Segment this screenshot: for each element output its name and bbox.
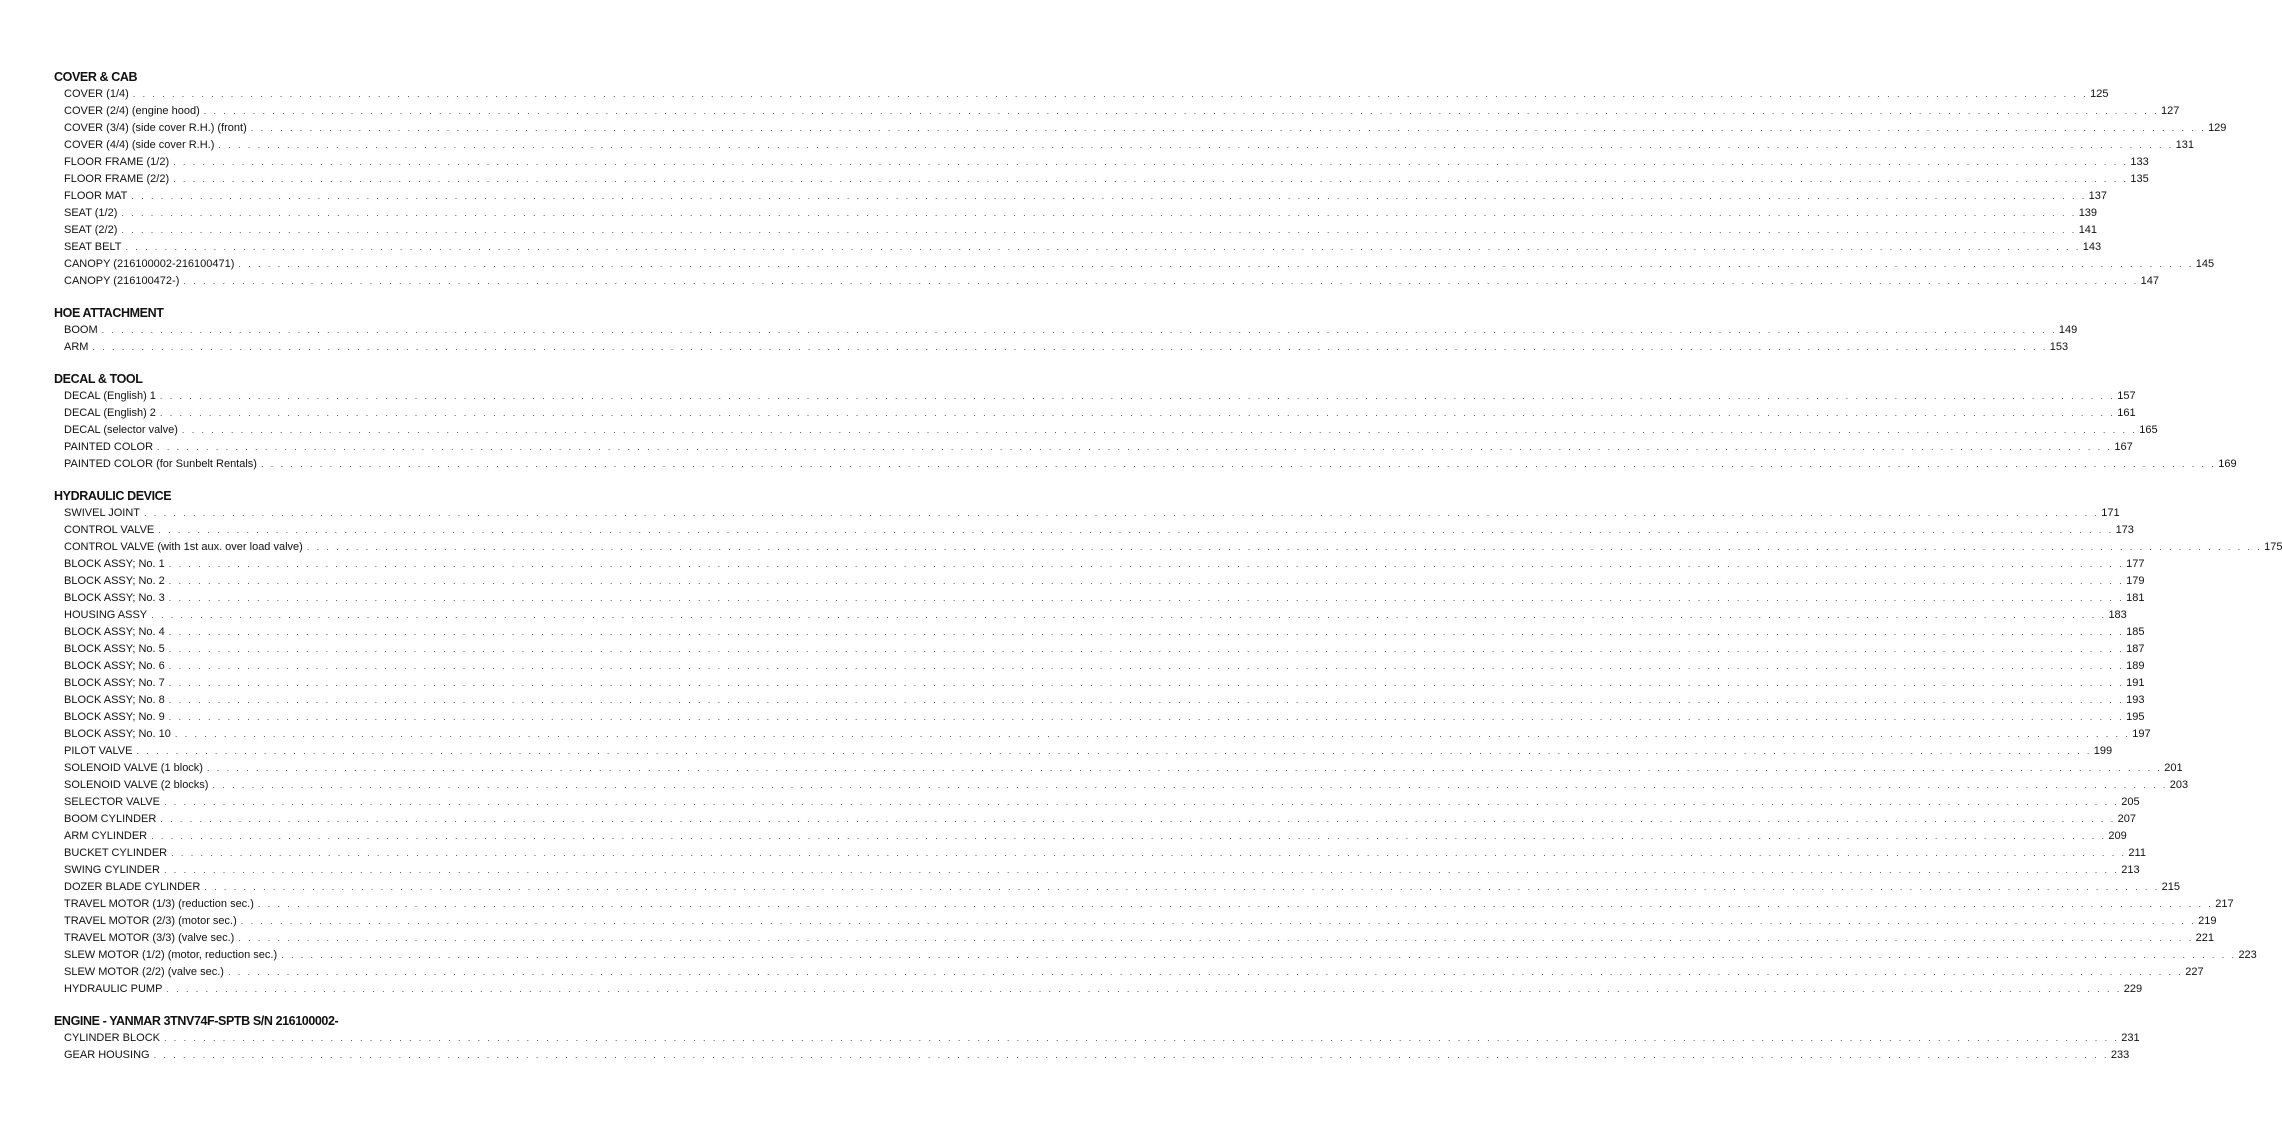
toc-entry-label: HOUSING ASSY [64,609,148,621]
toc-entry[interactable] [54,964,2204,981]
section-title: ENGINE - YANMAR 3TNV74F-SPTB S/N 216100002- [54,1014,339,1028]
toc-entry-label: COVER (4/4) (side cover R.H.) [64,139,215,151]
toc-section [54,488,2282,998]
toc-entry-label: BLOCK ASSY; No. 5 [64,643,165,655]
toc-entry-page-number: 181 [2126,592,2145,604]
toc-entry-label: SEAT BELT [64,241,122,253]
toc-entry-page-number: 209 [2108,830,2127,842]
toc-entry-page-number: 149 [2058,324,2078,336]
dot-leader: . . . . . . . . . . . . . . . . . . . . . . . . . . . . . . . . . . . . . . . . . . . . . . . . . . . . . . . . . . . . . . . . . . . . . . . . . . . . . . . . . . . . . . . . . . . . . . . . . . . . . . . . . . . . . . . . . . . . . . . . . . . . . . . . . . . . . . . . . . . . . . . . . . . . . . . . . . . . . . . . . . . . . . . . . . . . . . . . . . . . . . . . . . . . . . . . . . . . . . . . [131,191,2087,201]
toc-entry[interactable] [54,641,2145,658]
toc-entry-page-number: 167 [2114,441,2133,453]
dot-leader: . . . . . . . . . . . . . . . . . . . . . . . . . . . . . . . . . . . . . . . . . . . . . . . . . . . . . . . . . . . . . . . . . . . . . . . . . . . . . . . . . . . . . . . . . . . . . . . . . . . . . . . . . . . . . . . . . . . . . . . . . . . . . . . . . . . . . . . . . . . . . . . . . . . . . . . . . . . . . . . . . . . . . . . . . . . . . . . . . . . . . . . . . . . . . . . . . . . . . . . . [151,610,2107,620]
toc-entry[interactable] [54,828,2127,845]
toc-entry-label: DOZER BLADE CYLINDER [64,881,201,893]
dot-leader: . . . . . . . . . . . . . . . . . . . . . . . . . . . . . . . . . . . . . . . . . . . . . . . . . . . . . . . . . . . . . . . . . . . . . . . . . . . . . . . . . . . . . . . . . . . . . . . . . . . . . . . . . . . . . . . . . . . . . . . . . . . . . . . . . . . . . . . . . . . . . . . . . . . . . . . . . . . . . . . . . . . . . . . . . . . . . . . . . . . . . . . . . . . . . . . . . . . . . . . . [306,542,2263,552]
toc-entry-label: TRAVEL MOTOR (2/3) (motor sec.) [64,915,237,927]
toc-entry[interactable] [54,137,2195,154]
toc-entry[interactable] [54,120,2227,137]
dot-leader: . . . . . . . . . . . . . . . . . . . . . . . . . . . . . . . . . . . . . . . . . . . . . . . . . . . . . . . . . . . . . . . . . . . . . . . . . . . . . . . . . . . . . . . . . . . . . . . . . . . . . . . . . . . . . . . . . . . . . . . . . . . . . . . . . . . . . . . . . . . . . . . . . . . . . . . . . . . . . . . . . . . . . . . . . . . . . . . . . . . . . . . . . . . . . . . . . . . . . . . . [238,933,2194,943]
toc-entry[interactable] [54,607,2127,624]
toc-entry[interactable] [54,709,2145,726]
dot-leader: . . . . . . . . . . . . . . . . . . . . . . . . . . . . . . . . . . . . . . . . . . . . . . . . . . . . . . . . . . . . . . . . . . . . . . . . . . . . . . . . . . . . . . . . . . . . . . . . . . . . . . . . . . . . . . . . . . . . . . . . . . . . . . . . . . . . . . . . . . . . . . . . . . . . . . . . . . . . . . . . . . . . . . . . . . . . . . . . . . . . . . . . . . . . . . . . . . . . . . . . [173,157,2129,167]
dot-leader: . . . . . . . . . . . . . . . . . . . . . . . . . . . . . . . . . . . . . . . . . . . . . . . . . . . . . . . . . . . . . . . . . . . . . . . . . . . . . . . . . . . . . . . . . . . . . . . . . . . . . . . . . . . . . . . . . . . . . . . . . . . . . . . . . . . . . . . . . . . . . . . . . . . . . . . . . . . . . . . . . . . . . . . . . . . . . . . . . . . . . . . . . . . . . . . . . . . . . . . . [121,225,2077,235]
toc-entry[interactable] [54,726,2151,743]
dot-leader: . . . . . . . . . . . . . . . . . . . . . . . . . . . . . . . . . . . . . . . . . . . . . . . . . . . . . . . . . . . . . . . . . . . . . . . . . . . . . . . . . . . . . . . . . . . . . . . . . . . . . . . . . . . . . . . . . . . . . . . . . . . . . . . . . . . . . . . . . . . . . . . . . . . . . . . . . . . . . . . . . . . . . . . . . . . . . . . . . . . . . . . . . . . . . . . . . . . . . . . . [158,525,2114,535]
toc-entry-label: BLOCK ASSY; No. 2 [64,575,165,587]
toc-entry-label: SLEW MOTOR (1/2) (motor, reduction sec.) [64,949,278,961]
toc-entry-label: SOLENOID VALVE (1 block) [64,762,203,774]
dot-leader: . . . . . . . . . . . . . . . . . . . . . . . . . . . . . . . . . . . . . . . . . . . . . . . . . . . . . . . . . . . . . . . . . . . . . . . . . . . . . . . . . . . . . . . . . . . . . . . . . . . . . . . . . . . . . . . . . . . . . . . . . . . . . . . . . . . . . . . . . . . . . . . . . . . . . . . . . . . . . . . . . . . . . . . . . . . . . . . . . . . . . . . . . . . . . . . . . . . . . . . . [227,967,2184,977]
dot-leader: . . . . . . . . . . . . . . . . . . . . . . . . . . . . . . . . . . . . . . . . . . . . . . . . . . . . . . . . . . . . . . . . . . . . . . . . . . . . . . . . . . . . . . . . . . . . . . . . . . . . . . . . . . . . . . . . . . . . . . . . . . . . . . . . . . . . . . . . . . . . . . . . . . . . . . . . . . . . . . . . . . . . . . . . . . . . . . . . . . . . . . . . . . . . . . . . . . . . . . . . [218,140,2174,150]
dot-leader: . . . . . . . . . . . . . . . . . . . . . . . . . . . . . . . . . . . . . . . . . . . . . . . . . . . . . . . . . . . . . . . . . . . . . . . . . . . . . . . . . . . . . . . . . . . . . . . . . . . . . . . . . . . . . . . . . . . . . . . . . . . . . . . . . . . . . . . . . . . . . . . . . . . . . . . . . . . . . . . . . . . . . . . . . . . . . . . . . . . . . . . . . . . . . . . . . . . . . . . . [166,984,2122,994]
toc-entry-label: SLEW MOTOR (2/2) (valve sec.) [64,966,224,978]
dot-leader: . . . . . . . . . . . . . . . . . . . . . . . . . . . . . . . . . . . . . . . . . . . . . . . . . . . . . . . . . . . . . . . . . . . . . . . . . . . . . . . . . . . . . . . . . . . . . . . . . . . . . . . . . . . . . . . . . . . . . . . . . . . . . . . . . . . . . . . . . . . . . . . . . . . . . . . . . . . . . . . . . . . . . . . . . . . . . . . . . . . . . . . . . . . . . . . . . . . . . . . . [168,576,2125,586]
toc-entry-page-number: 211 [2128,847,2146,859]
toc-entry[interactable] [54,86,2109,103]
toc-entry-label: ARM CYLINDER [64,830,148,842]
toc-entry-page-number: 129 [2208,122,2227,134]
toc-entry[interactable] [54,388,2136,405]
toc-entry-label: BLOCK ASSY; No. 9 [64,711,165,723]
toc-entry-page-number: 145 [2195,258,2215,270]
toc-entry[interactable] [54,760,2183,777]
toc-entry-label: SEAT (2/2) [64,224,118,236]
toc-entry-label: SWING CYLINDER [64,864,160,876]
toc-entry-page-number: 141 [2078,224,2098,236]
toc-entry-label: BLOCK ASSY; No. 1 [64,558,165,570]
toc-entry-label: SWIVEL JOINT [64,507,140,519]
toc-entry[interactable] [54,590,2145,607]
toc-entry-page-number: 169 [2218,458,2237,470]
toc-entry-label: CONTROL VALVE (with 1st aux. over load valve) [64,541,303,553]
toc-entry-page-number: 135 [2130,173,2149,185]
toc-entry-label: CYLINDER BLOCK [64,1032,160,1044]
toc-entry-page-number: 199 [2093,745,2113,757]
toc-entry-page-number: 191 [2126,677,2145,689]
toc-entry-page-number: 173 [2115,524,2134,536]
toc-entry-page-number: 189 [2126,660,2145,672]
dot-leader: . . . . . . . . . . . . . . . . . . . . . . . . . . . . . . . . . . . . . . . . . . . . . . . . . . . . . . . . . . . . . . . . . . . . . . . . . . . . . . . . . . . . . . . . . . . . . . . . . . . . . . . . . . . . . . . . . . . . . . . . . . . . . . . . . . . . . . . . . . . . . . . . . . . . . . . . . . . . . . . . . . . . . . . . . . . . . . . . . . . . . . . . . . . . . . . . . . . . . . . . [159,408,2116,418]
toc-entry[interactable] [54,339,2069,356]
toc-entry[interactable] [54,505,2120,522]
toc-entry-label: COVER (3/4) (side cover R.H.) (front) [64,122,247,134]
toc-entry[interactable] [54,422,2158,439]
toc-entry-label: ARM [64,341,89,353]
toc-entry-page-number: 217 [2215,898,2234,910]
toc-entry-page-number: 131 [2175,139,2195,151]
toc-entry-page-number: 139 [2078,207,2098,219]
section-title: DECAL & TOOL [54,372,143,386]
dot-leader: . . . . . . . . . . . . . . . . . . . . . . . . . . . . . . . . . . . . . . . . . . . . . . . . . . . . . . . . . . . . . . . . . . . . . . . . . . . . . . . . . . . . . . . . . . . . . . . . . . . . . . . . . . . . . . . . . . . . . . . . . . . . . . . . . . . . . . . . . . . . . . . . . . . . . . . . . . . . . . . . . . . . . . . . . . . . . . . . . . . . . . . . . . . . . . . . . . . . . . . . [203,106,2160,116]
toc-entry-page-number: 177 [2126,558,2145,570]
toc-entry-page-number: 221 [2195,932,2214,944]
toc-entry-page-number: 195 [2126,711,2145,723]
toc-entry-label: SEAT (1/2) [64,207,118,219]
dot-leader: . . . . . . . . . . . . . . . . . . . . . . . . . . . . . . . . . . . . . . . . . . . . . . . . . . . . . . . . . . . . . . . . . . . . . . . . . . . . . . . . . . . . . . . . . . . . . . . . . . . . . . . . . . . . . . . . . . . . . . . . . . . . . . . . . . . . . . . . . . . . . . . . . . . . . . . . . . . . . . . . . . . . . . . . . . . . . . . . . . . . . . . . . . . . . . . . . . . . . . . . [163,797,2120,807]
toc-entry[interactable] [54,981,2143,998]
dot-leader: . . . . . . . . . . . . . . . . . . . . . . . . . . . . . . . . . . . . . . . . . . . . . . . . . . . . . . . . . . . . . . . . . . . . . . . . . . . . . . . . . . . . . . . . . . . . . . . . . . . . . . . . . . . . . . . . . . . . . . . . . . . . . . . . . . . . . . . . . . . . . . . . . . . . . . . . . . . . . . . . . . . . . . . . . . . . . . . . . . . . . . . . . . . . . . . . . . . . . . . . [163,865,2120,875]
toc-entry-page-number: 165 [2139,424,2158,436]
dot-leader: . . . . . . . . . . . . . . . . . . . . . . . . . . . . . . . . . . . . . . . . . . . . . . . . . . . . . . . . . . . . . . . . . . . . . . . . . . . . . . . . . . . . . . . . . . . . . . . . . . . . . . . . . . . . . . . . . . . . . . . . . . . . . . . . . . . . . . . . . . . . . . . . . . . . . . . . . . . . . . . . . . . . . . . . . . . . . . . . . . . . . . . . . . . . . . . . . . . . . . . . [160,814,2116,824]
toc-entry-label: PAINTED COLOR (for Sunbelt Rentals) [64,458,257,470]
toc-entry-page-number: 187 [2126,643,2145,655]
toc-entry-label: CANOPY (216100002-216100471) [64,258,235,270]
toc-entry-page-number: 185 [2126,626,2145,638]
toc-entry[interactable] [54,188,2108,205]
toc-entry[interactable] [54,624,2145,641]
toc-entry-label: BLOCK ASSY; No. 4 [64,626,165,638]
toc-entry[interactable] [54,556,2145,573]
dot-leader: . . . . . . . . . . . . . . . . . . . . . . . . . . . . . . . . . . . . . . . . . . . . . . . . . . . . . . . . . . . . . . . . . . . . . . . . . . . . . . . . . . . . . . . . . . . . . . . . . . . . . . . . . . . . . . . . . . . . . . . . . . . . . . . . . . . . . . . . . . . . . . . . . . . . . . . . . . . . . . . . . . . . . . . . . . . . . . . . . . . . . . . . . . . . . . . . . . . . . . . . [204,882,2160,892]
dot-leader: . . . . . . . . . . . . . . . . . . . . . . . . . . . . . . . . . . . . . . . . . . . . . . . . . . . . . . . . . . . . . . . . . . . . . . . . . . . . . . . . . . . . . . . . . . . . . . . . . . . . . . . . . . . . . . . . . . . . . . . . . . . . . . . . . . . . . . . . . . . . . . . . . . . . . . . . . . . . . . . . . . . . . . . . . . . . . . . . . . . . . . . . . . . . . . . . . . . . . . . . [101,325,2057,335]
toc-entry-label: CANOPY (216100472-) [64,275,180,287]
toc-entry[interactable] [54,675,2145,692]
toc-entry-page-number: 205 [2121,796,2140,808]
toc-entry-page-number: 201 [2164,762,2183,774]
toc-entry-label: TRAVEL MOTOR (3/3) (valve sec.) [64,932,235,944]
dot-leader: . . . . . . . . . . . . . . . . . . . . . . . . . . . . . . . . . . . . . . . . . . . . . . . . . . . . . . . . . . . . . . . . . . . . . . . . . . . . . . . . . . . . . . . . . . . . . . . . . . . . . . . . . . . . . . . . . . . . . . . . . . . . . . . . . . . . . . . . . . . . . . . . . . . . . . . . . . . . . . . . . . . . . . . . . . . . . . . . . . . . . . . . . . . . . . . . . . . . . . . . [171,848,2127,858]
dot-leader: . . . . . . . . . . . . . . . . . . . . . . . . . . . . . . . . . . . . . . . . . . . . . . . . . . . . . . . . . . . . . . . . . . . . . . . . . . . . . . . . . . . . . . . . . . . . . . . . . . . . . . . . . . . . . . . . . . . . . . . . . . . . . . . . . . . . . . . . . . . . . . . . . . . . . . . . . . . . . . . . . . . . . . . . . . . . . . . . . . . . . . . . . . . . . . . . . . . . . . . . [163,1033,2120,1043]
section-title: COVER & CAB [54,70,138,84]
dot-leader: . . . . . . . . . . . . . . . . . . . . . . . . . . . . . . . . . . . . . . . . . . . . . . . . . . . . . . . . . . . . . . . . . . . . . . . . . . . . . . . . . . . . . . . . . . . . . . . . . . . . . . . . . . . . . . . . . . . . . . . . . . . . . . . . . . . . . . . . . . . . . . . . . . . . . . . . . . . . . . . . . . . . . . . . . . . . . . . . . . . . . . . . . . . . . . . . . . . . . . . . [168,559,2125,569]
toc-entry-label: FLOOR FRAME (2/2) [64,173,170,185]
dot-leader: . . . . . . . . . . . . . . . . . . . . . . . . . . . . . . . . . . . . . . . . . . . . . . . . . . . . . . . . . . . . . . . . . . . . . . . . . . . . . . . . . . . . . . . . . . . . . . . . . . . . . . . . . . . . . . . . . . . . . . . . . . . . . . . . . . . . . . . . . . . . . . . . . . . . . . . . . . . . . . . . . . . . . . . . . . . . . . . . . . . . . . . . . . . . . . . . . . . . . . . . [250,123,2207,133]
toc-entry-label: TRAVEL MOTOR (1/3) (reduction sec.) [64,898,254,910]
toc-entry-page-number: 233 [2110,1049,2130,1061]
table-of-contents [54,69,2282,1064]
toc-entry[interactable] [54,154,2149,171]
toc-entry[interactable] [54,103,2180,120]
section-title: HOE ATTACHMENT [54,306,164,320]
toc-entry-label: BOOM [64,324,98,336]
dot-leader: . . . . . . . . . . . . . . . . . . . . . . . . . . . . . . . . . . . . . . . . . . . . . . . . . . . . . . . . . . . . . . . . . . . . . . . . . . . . . . . . . . . . . . . . . . . . . . . . . . . . . . . . . . . . . . . . . . . . . . . . . . . . . . . . . . . . . . . . . . . . . . . . . . . . . . . . . . . . . . . . . . . . . . . . . . . . . . . . . . . . . . . . . . . . . . . . . . . . . . . . [125,242,2081,252]
toc-entry-page-number: 127 [2161,105,2180,117]
toc-entry[interactable] [54,743,2113,760]
dot-leader: . . . . . . . . . . . . . . . . . . . . . . . . . . . . . . . . . . . . . . . . . . . . . . . . . . . . . . . . . . . . . . . . . . . . . . . . . . . . . . . . . . . . . . . . . . . . . . . . . . . . . . . . . . . . . . . . . . . . . . . . . . . . . . . . . . . . . . . . . . . . . . . . . . . . . . . . . . . . . . . . . . . . . . . . . . . . . . . . . . . . . . . . . . . . . . . . . . . . . . . . [144,508,2100,518]
dot-leader: . . . . . . . . . . . . . . . . . . . . . . . . . . . . . . . . . . . . . . . . . . . . . . . . . . . . . . . . . . . . . . . . . . . . . . . . . . . . . . . . . . . . . . . . . . . . . . . . . . . . . . . . . . . . . . . . . . . . . . . . . . . . . . . . . . . . . . . . . . . . . . . . . . . . . . . . . . . . . . . . . . . . . . . . . . . . . . . . . . . . . . . . . . . . . . . . . . . . . . . . [257,899,2214,909]
toc-entry-page-number: 125 [2090,88,2109,100]
dot-leader: . . . . . . . . . . . . . . . . . . . . . . . . . . . . . . . . . . . . . . . . . . . . . . . . . . . . . . . . . . . . . . . . . . . . . . . . . . . . . . . . . . . . . . . . . . . . . . . . . . . . . . . . . . . . . . . . . . . . . . . . . . . . . . . . . . . . . . . . . . . . . . . . . . . . . . . . . . . . . . . . . . . . . . . . . . . . . . . . . . . . . . . . . . . . . . . . . . . . . . . . [168,678,2125,688]
toc-entry-page-number: 229 [2123,983,2143,995]
dot-leader: . . . . . . . . . . . . . . . . . . . . . . . . . . . . . . . . . . . . . . . . . . . . . . . . . . . . . . . . . . . . . . . . . . . . . . . . . . . . . . . . . . . . . . . . . . . . . . . . . . . . . . . . . . . . . . . . . . . . . . . . . . . . . . . . . . . . . . . . . . . . . . . . . . . . . . . . . . . . . . . . . . . . . . . . . . . . . . . . . . . . . . . . . . . . . . . . . . . . . . . . [206,763,2163,773]
toc-section [54,305,2078,356]
toc-entry-page-number: 193 [2126,694,2145,706]
toc-entry-label: BUCKET CYLINDER [64,847,168,859]
toc-entry[interactable] [54,222,2098,239]
toc-entry-label: BOOM CYLINDER [64,813,157,825]
toc-entry-label: BLOCK ASSY; No. 6 [64,660,165,672]
toc-entry[interactable] [54,405,2136,422]
toc-entry-label: GEAR HOUSING [64,1049,150,1061]
toc-entry[interactable] [54,896,2234,913]
toc-entry[interactable] [54,879,2180,896]
dot-leader: . . . . . . . . . . . . . . . . . . . . . . . . . . . . . . . . . . . . . . . . . . . . . . . . . . . . . . . . . . . . . . . . . . . . . . . . . . . . . . . . . . . . . . . . . . . . . . . . . . . . . . . . . . . . . . . . . . . . . . . . . . . . . . . . . . . . . . . . . . . . . . . . . . . . . . . . . . . . . . . . . . . . . . . . . . . . . . . . . . . . . . . . . . . . . . . . . . . . . . . . [136,746,2092,756]
toc-entry-page-number: 215 [2161,881,2180,893]
toc-entry[interactable] [54,811,2136,828]
dot-leader: . . . . . . . . . . . . . . . . . . . . . . . . . . . . . . . . . . . . . . . . . . . . . . . . . . . . . . . . . . . . . . . . . . . . . . . . . . . . . . . . . . . . . . . . . . . . . . . . . . . . . . . . . . . . . . . . . . . . . . . . . . . . . . . . . . . . . . . . . . . . . . . . . . . . . . . . . . . . . . . . . . . . . . . . . . . . . . . . . . . . . . . . . . . . . . . . . . . . . . . . [181,425,2138,435]
toc-entry[interactable] [54,439,2133,456]
toc-entry-page-number: 179 [2126,575,2145,587]
toc-section [54,1013,2140,1064]
toc-entry-label: FLOOR FRAME (1/2) [64,156,170,168]
toc-entry[interactable] [54,794,2140,811]
toc-entry-page-number: 153 [2049,341,2069,353]
toc-section [54,69,2227,290]
toc-entry-label: FLOOR MAT [64,190,128,202]
toc-entry[interactable] [54,930,2214,947]
toc-entry[interactable] [54,862,2140,879]
dot-leader: . . . . . . . . . . . . . . . . . . . . . . . . . . . . . . . . . . . . . . . . . . . . . . . . . . . . . . . . . . . . . . . . . . . . . . . . . . . . . . . . . . . . . . . . . . . . . . . . . . . . . . . . . . . . . . . . . . . . . . . . . . . . . . . . . . . . . . . . . . . . . . . . . . . . . . . . . . . . . . . . . . . . . . . . . . . . . . . . . . . . . . . . . . . . . . . . . . . . . . . . [240,916,2197,926]
toc-entry[interactable] [54,573,2145,590]
toc-entry-label: SOLENOID VALVE (2 blocks) [64,779,209,791]
dot-leader: . . . . . . . . . . . . . . . . . . . . . . . . . . . . . . . . . . . . . . . . . . . . . . . . . . . . . . . . . . . . . . . . . . . . . . . . . . . . . . . . . . . . . . . . . . . . . . . . . . . . . . . . . . . . . . . . . . . . . . . . . . . . . . . . . . . . . . . . . . . . . . . . . . . . . . . . . . . . . . . . . . . . . . . . . . . . . . . . . . . . . . . . . . . . . . . . . . . . . . . . [168,593,2125,603]
toc-entry-page-number: 171 [2101,507,2120,519]
toc-entry[interactable] [54,205,2098,222]
toc-section [54,371,2237,473]
toc-entry[interactable] [54,456,2237,473]
dot-leader: . . . . . . . . . . . . . . . . . . . . . . . . . . . . . . . . . . . . . . . . . . . . . . . . . . . . . . . . . . . . . . . . . . . . . . . . . . . . . . . . . . . . . . . . . . . . . . . . . . . . . . . . . . . . . . . . . . . . . . . . . . . . . . . . . . . . . . . . . . . . . . . . . . . . . . . . . . . . . . . . . . . . . . . . . . . . . . . . . . . . . . . . . . . . . . . . . . . . . . . . [157,442,2113,452]
dot-leader: . . . . . . . . . . . . . . . . . . . . . . . . . . . . . . . . . . . . . . . . . . . . . . . . . . . . . . . . . . . . . . . . . . . . . . . . . . . . . . . . . . . . . . . . . . . . . . . . . . . . . . . . . . . . . . . . . . . . . . . . . . . . . . . . . . . . . . . . . . . . . . . . . . . . . . . . . . . . . . . . . . . . . . . . . . . . . . . . . . . . . . . . . . . . . . . . . . . . . . . . [281,950,2237,960]
dot-leader: . . . . . . . . . . . . . . . . . . . . . . . . . . . . . . . . . . . . . . . . . . . . . . . . . . . . . . . . . . . . . . . . . . . . . . . . . . . . . . . . . . . . . . . . . . . . . . . . . . . . . . . . . . . . . . . . . . . . . . . . . . . . . . . . . . . . . . . . . . . . . . . . . . . . . . . . . . . . . . . . . . . . . . . . . . . . . . . . . . . . . . . . . . . . . . . . . . . . . . . . [132,89,2089,99]
dot-leader: . . . . . . . . . . . . . . . . . . . . . . . . . . . . . . . . . . . . . . . . . . . . . . . . . . . . . . . . . . . . . . . . . . . . . . . . . . . . . . . . . . . . . . . . . . . . . . . . . . . . . . . . . . . . . . . . . . . . . . . . . . . . . . . . . . . . . . . . . . . . . . . . . . . . . . . . . . . . . . . . . . . . . . . . . . . . . . . . . . . . . . . . . . . . . . . . . . . . . . . . [168,644,2125,654]
toc-entry-page-number: 227 [2185,966,2204,978]
toc-entry-label: CONTROL VALVE [64,524,155,536]
toc-entry-label: COVER (1/4) [64,88,129,100]
toc-entry-page-number: 137 [2088,190,2108,202]
toc-entry-page-number: 231 [2121,1032,2140,1044]
toc-entry[interactable] [54,1047,2130,1064]
dot-leader: . . . . . . . . . . . . . . . . . . . . . . . . . . . . . . . . . . . . . . . . . . . . . . . . . . . . . . . . . . . . . . . . . . . . . . . . . . . . . . . . . . . . . . . . . . . . . . . . . . . . . . . . . . . . . . . . . . . . . . . . . . . . . . . . . . . . . . . . . . . . . . . . . . . . . . . . . . . . . . . . . . . . . . . . . . . . . . . . . . . . . . . . . . . . . . . . . . . . . . . . [173,174,2129,184]
section-title: HYDRAULIC DEVICE [54,489,172,503]
dot-leader: . . . . . . . . . . . . . . . . . . . . . . . . . . . . . . . . . . . . . . . . . . . . . . . . . . . . . . . . . . . . . . . . . . . . . . . . . . . . . . . . . . . . . . . . . . . . . . . . . . . . . . . . . . . . . . . . . . . . . . . . . . . . . . . . . . . . . . . . . . . . . . . . . . . . . . . . . . . . . . . . . . . . . . . . . . . . . . . . . . . . . . . . . . . . . . . . . . . . . . . . [151,831,2107,841]
toc-entry-page-number: 203 [2169,779,2189,791]
dot-leader: . . . . . . . . . . . . . . . . . . . . . . . . . . . . . . . . . . . . . . . . . . . . . . . . . . . . . . . . . . . . . . . . . . . . . . . . . . . . . . . . . . . . . . . . . . . . . . . . . . . . . . . . . . . . . . . . . . . . . . . . . . . . . . . . . . . . . . . . . . . . . . . . . . . . . . . . . . . . . . . . . . . . . . . . . . . . . . . . . . . . . . . . . . . . . . . . . . . . . . . . [174,729,2131,739]
dot-leader: . . . . . . . . . . . . . . . . . . . . . . . . . . . . . . . . . . . . . . . . . . . . . . . . . . . . . . . . . . . . . . . . . . . . . . . . . . . . . . . . . . . . . . . . . . . . . . . . . . . . . . . . . . . . . . . . . . . . . . . . . . . . . . . . . . . . . . . . . . . . . . . . . . . . . . . . . . . . . . . . . . . . . . . . . . . . . . . . . . . . . . . . . . . . . . . . . . . . . . . . [168,661,2125,671]
toc-entry-page-number: 161 [2117,407,2136,419]
toc-entry-page-number: 223 [2238,949,2257,961]
dot-leader: . . . . . . . . . . . . . . . . . . . . . . . . . . . . . . . . . . . . . . . . . . . . . . . . . . . . . . . . . . . . . . . . . . . . . . . . . . . . . . . . . . . . . . . . . . . . . . . . . . . . . . . . . . . . . . . . . . . . . . . . . . . . . . . . . . . . . . . . . . . . . . . . . . . . . . . . . . . . . . . . . . . . . . . . . . . . . . . . . . . . . . . . . . . . . . . . . . . . . . . . [183,276,2139,286]
toc-entry-label: BLOCK ASSY; No. 7 [64,677,165,689]
toc-entry[interactable] [54,845,2146,862]
toc-entry-label: DECAL (selector valve) [64,424,178,436]
toc-entry-label: BLOCK ASSY; No. 10 [64,728,171,740]
toc-entry-label: DECAL (English) 2 [64,407,156,419]
toc-entry-page-number: 197 [2132,728,2151,740]
toc-entry-page-number: 147 [2140,275,2160,287]
dot-leader: . . . . . . . . . . . . . . . . . . . . . . . . . . . . . . . . . . . . . . . . . . . . . . . . . . . . . . . . . . . . . . . . . . . . . . . . . . . . . . . . . . . . . . . . . . . . . . . . . . . . . . . . . . . . . . . . . . . . . . . . . . . . . . . . . . . . . . . . . . . . . . . . . . . . . . . . . . . . . . . . . . . . . . . . . . . . . . . . . . . . . . . . . . . . . . . . . . . . . . . . [168,712,2125,722]
toc-entry-label: BLOCK ASSY; No. 3 [64,592,165,604]
toc-entry-label: PAINTED COLOR [64,441,154,453]
toc-entry[interactable] [54,913,2217,930]
toc-entry-page-number: 183 [2108,609,2127,621]
toc-entry-label: SELECTOR VALVE [64,796,160,808]
toc-entry-page-number: 175 [2264,541,2282,553]
toc-entry[interactable] [54,777,2189,794]
dot-leader: . . . . . . . . . . . . . . . . . . . . . . . . . . . . . . . . . . . . . . . . . . . . . . . . . . . . . . . . . . . . . . . . . . . . . . . . . . . . . . . . . . . . . . . . . . . . . . . . . . . . . . . . . . . . . . . . . . . . . . . . . . . . . . . . . . . . . . . . . . . . . . . . . . . . . . . . . . . . . . . . . . . . . . . . . . . . . . . . . . . . . . . . . . . . . . . . . . . . . . . . [159,391,2116,401]
toc-entry-page-number: 207 [2117,813,2136,825]
toc-entry-label: HYDRAULIC PUMP [64,983,163,995]
toc-entry[interactable] [54,658,2145,675]
dot-leader: . . . . . . . . . . . . . . . . . . . . . . . . . . . . . . . . . . . . . . . . . . . . . . . . . . . . . . . . . . . . . . . . . . . . . . . . . . . . . . . . . . . . . . . . . . . . . . . . . . . . . . . . . . . . . . . . . . . . . . . . . . . . . . . . . . . . . . . . . . . . . . . . . . . . . . . . . . . . . . . . . . . . . . . . . . . . . . . . . . . . . . . . . . . . . . . . . . . . . . . . [121,208,2077,218]
toc-entry[interactable] [54,539,2282,556]
dot-leader: . . . . . . . . . . . . . . . . . . . . . . . . . . . . . . . . . . . . . . . . . . . . . . . . . . . . . . . . . . . . . . . . . . . . . . . . . . . . . . . . . . . . . . . . . . . . . . . . . . . . . . . . . . . . . . . . . . . . . . . . . . . . . . . . . . . . . . . . . . . . . . . . . . . . . . . . . . . . . . . . . . . . . . . . . . . . . . . . . . . . . . . . . . . . . . . . . . . . . . . . [168,627,2125,637]
toc-entry[interactable] [54,1030,2140,1047]
dot-leader: . . . . . . . . . . . . . . . . . . . . . . . . . . . . . . . . . . . . . . . . . . . . . . . . . . . . . . . . . . . . . . . . . . . . . . . . . . . . . . . . . . . . . . . . . . . . . . . . . . . . . . . . . . . . . . . . . . . . . . . . . . . . . . . . . . . . . . . . . . . . . . . . . . . . . . . . . . . . . . . . . . . . . . . . . . . . . . . . . . . . . . . . . . . . . . . . . . . . . . . . [212,780,2168,790]
toc-entry-page-number: 133 [2130,156,2149,168]
dot-leader: . . . . . . . . . . . . . . . . . . . . . . . . . . . . . . . . . . . . . . . . . . . . . . . . . . . . . . . . . . . . . . . . . . . . . . . . . . . . . . . . . . . . . . . . . . . . . . . . . . . . . . . . . . . . . . . . . . . . . . . . . . . . . . . . . . . . . . . . . . . . . . . . . . . . . . . . . . . . . . . . . . . . . . . . . . . . . . . . . . . . . . . . . . . . . . . . . . . . . . . . [92,342,2048,352]
toc-entry[interactable] [54,947,2257,964]
dot-leader: . . . . . . . . . . . . . . . . . . . . . . . . . . . . . . . . . . . . . . . . . . . . . . . . . . . . . . . . . . . . . . . . . . . . . . . . . . . . . . . . . . . . . . . . . . . . . . . . . . . . . . . . . . . . . . . . . . . . . . . . . . . . . . . . . . . . . . . . . . . . . . . . . . . . . . . . . . . . . . . . . . . . . . . . . . . . . . . . . . . . . . . . . . . . . . . . . . . . . . . . [153,1050,2109,1060]
toc-entry[interactable] [54,239,2102,256]
toc-entry-label: DECAL (English) 1 [64,390,156,402]
toc-entry-label: PILOT VALVE [64,745,133,757]
dot-leader: . . . . . . . . . . . . . . . . . . . . . . . . . . . . . . . . . . . . . . . . . . . . . . . . . . . . . . . . . . . . . . . . . . . . . . . . . . . . . . . . . . . . . . . . . . . . . . . . . . . . . . . . . . . . . . . . . . . . . . . . . . . . . . . . . . . . . . . . . . . . . . . . . . . . . . . . . . . . . . . . . . . . . . . . . . . . . . . . . . . . . . . . . . . . . . . . . . . . . . . . [260,459,2217,469]
toc-entry[interactable] [54,171,2149,188]
toc-entry[interactable] [54,256,2215,273]
toc-entry-page-number: 157 [2117,390,2136,402]
toc-entry-label: BLOCK ASSY; No. 8 [64,694,165,706]
toc-entry-page-number: 143 [2082,241,2102,253]
toc-entry-label: COVER (2/4) (engine hood) [64,105,200,117]
toc-entry[interactable] [54,273,2160,290]
toc-entry-page-number: 219 [2198,915,2217,927]
dot-leader: . . . . . . . . . . . . . . . . . . . . . . . . . . . . . . . . . . . . . . . . . . . . . . . . . . . . . . . . . . . . . . . . . . . . . . . . . . . . . . . . . . . . . . . . . . . . . . . . . . . . . . . . . . . . . . . . . . . . . . . . . . . . . . . . . . . . . . . . . . . . . . . . . . . . . . . . . . . . . . . . . . . . . . . . . . . . . . . . . . . . . . . . . . . . . . . . . . . . . . . . [238,259,2194,269]
dot-leader: . . . . . . . . . . . . . . . . . . . . . . . . . . . . . . . . . . . . . . . . . . . . . . . . . . . . . . . . . . . . . . . . . . . . . . . . . . . . . . . . . . . . . . . . . . . . . . . . . . . . . . . . . . . . . . . . . . . . . . . . . . . . . . . . . . . . . . . . . . . . . . . . . . . . . . . . . . . . . . . . . . . . . . . . . . . . . . . . . . . . . . . . . . . . . . . . . . . . . . . . [168,695,2125,705]
toc-entry[interactable] [54,322,2078,339]
toc-entry-page-number: 213 [2121,864,2140,876]
toc-entry[interactable] [54,522,2134,539]
toc-entry[interactable] [54,692,2145,709]
